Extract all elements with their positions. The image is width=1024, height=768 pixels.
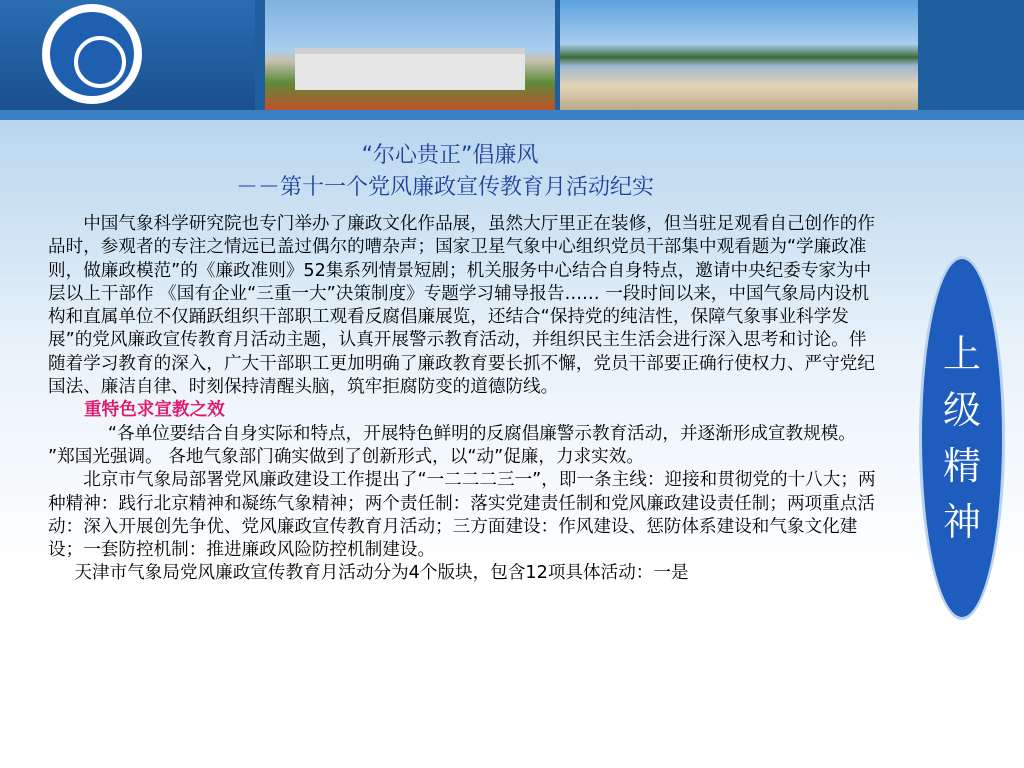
page-title: “尔心贵正”倡廉风 (361, 143, 539, 168)
banner-right-panel (918, 0, 1024, 110)
logo-panel (0, 0, 255, 110)
paragraph-2: “各单位要结合自身实际和特点，开展特色鲜明的反腐倡廉警示教育活动，并逐渐形成宣教规模。 ”郑国光强调。 各地气象部门确实做到了创新形式，以“动”促廉，力求实效。 (48, 423, 856, 467)
page-subtitle: －－第十一个党风廉政宣传教育月活动纪实 (235, 175, 654, 200)
side-label-ellipse (919, 256, 1005, 620)
banner-strip (0, 110, 1024, 120)
cma-logo-icon (42, 4, 142, 104)
side-label: 上级精神 (942, 332, 981, 544)
paragraph-1: 中国气象科学研究院也专门举办了廉政文化作品展，虽然大厅里正在装修，但当驻足观看自己创作的作品时，参观者的专注之情远已盖过偶尔的嘈杂声；国家卫星气象中心组织党员干部集中观看题为“学廉政准则，做廉政模范”的《廉政准则》52集系列情景短剧；机关服务中心结合自身特点，邀请中央纪委专家为中层以上干部作 《国有企业“三重一大”决策制度》专题学习辅导报告…… 一段时间以来，中国气象局内设机构和直属单位不仅踊跃组织干部职工观看反腐倡廉展览，还结合“保持党的纯洁性，保障气象事业科学发展”的党风廉政宣传教育月活动主题，认真开展警示教育活动，并组织民主生活会进行深入思考和讨论。伴随着学习教育的深入，广大干部职工更加明确了廉政教育要长抓不懈，党员干部要正确行使权力、严守党纪国法、廉洁自律、时刻保持清醒头脑，筑牢拒腐防变的道德防线。 (48, 214, 875, 398)
paragraph-4: 天津市气象局党风廉政宣传教育月活动分为4个版块，包含12项具体活动：一是 (74, 563, 689, 584)
article-body (48, 213, 878, 586)
paragraph-3: 北京市气象局部署党风廉政建设工作提出了“一二二二三一”，即一条主线：迎接和贯彻党的十八大；两种精神：践行北京精神和凝练气象精神；两个责任制：落实党建责任制和党风廉政建设责任制；两项重点活动：深入开展创先争优、党风廉政宣传教育月活动；三方面建设：作风建设、惩防体系建设和气象文化建设；一套防控机制：推进廉政风险防控机制建设。 (48, 470, 876, 561)
section-heading: 重特色求宣教之效 (84, 400, 225, 421)
lake-photo (560, 0, 918, 110)
header-banner (0, 0, 1024, 120)
building-shape (295, 48, 525, 90)
